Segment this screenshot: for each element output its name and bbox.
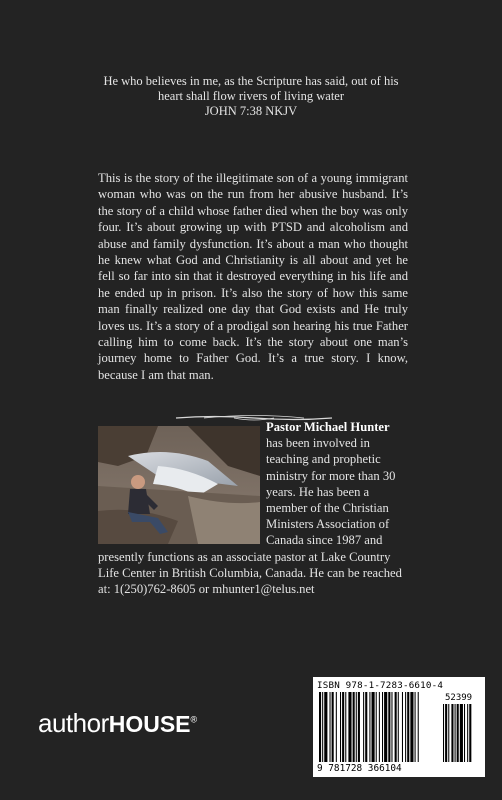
barcode-bar: [376, 692, 377, 762]
author-name: Pastor Michael Hunter: [266, 420, 390, 434]
barcode-addon-bar: [451, 704, 453, 762]
epigraph-line-1: He who believes in me, as the Scripture has said, out of his: [103, 74, 399, 88]
barcode-bar: [395, 692, 397, 762]
epigraph: [70, 74, 432, 119]
ean-digits: 9 781728 366104: [317, 763, 402, 774]
barcode-addon-bar: [445, 704, 447, 762]
barcode-bar: [322, 692, 323, 762]
barcode-bar: [372, 692, 375, 762]
barcode-bar: [369, 692, 370, 762]
barcode-bar: [379, 692, 380, 762]
barcode-bar: [324, 692, 327, 762]
barcode-bar: [319, 692, 321, 762]
publisher-logo-part1: author: [38, 708, 109, 738]
barcode-bar: [356, 692, 357, 762]
barcode-bar: [388, 692, 390, 762]
isbn-barcode: [313, 677, 485, 777]
barcode-bar: [340, 692, 341, 762]
barcode-addon-bar: [457, 704, 459, 762]
barcode-bar: [405, 692, 406, 762]
barcode-bar: [382, 692, 383, 762]
author-bio: [98, 419, 408, 597]
author-bio-text: has been involved in teaching and prophetic ministry for more than 30 years. He has been a member of the Christian Ministers Association of Canada since 1987 and presently functions as an associate pastor at Lake Country Life Center in British Columbia, Canada. He can be reached at: 1(250)762-8605 or mhunter1@telus.net: [98, 436, 402, 597]
epigraph-citation: JOHN 7:38 NKJV: [204, 104, 298, 118]
barcode-bar: [384, 692, 387, 762]
barcode-addon-bar: [464, 704, 465, 762]
barcode-bar: [391, 692, 392, 762]
photo-spacer: [98, 419, 266, 543]
barcode-bar: [398, 692, 399, 762]
barcode-bar: [353, 692, 355, 762]
barcode-bar: [345, 692, 346, 762]
isbn-text: ISBN 978-1-7283-6610-4: [317, 680, 444, 691]
barcode-bar: [348, 692, 351, 762]
epigraph-line-2: heart shall flow rivers of living water: [157, 89, 345, 103]
barcode-bar: [330, 692, 331, 762]
book-blurb: This is the story of the illegitimate son of a young immigrant woman who was on the run from her abusive husband. It’s the story of a child whose father died when the boy was only four. It’s about growing up with PTSD and alcoholism and abuse and family dysfunction. It’s about a man who thought he knew what God and Christianity is all about and yet he fell so far into sin that it destroyed everything in his life and he ended up in prison. It’s also the story of how this same man finally realized one day that God exists and He truly loves us. It’s a story of a prodigal son hearing his true Father calling him to come back. It’s the story about one man’s journey home to Father God. It’s a true story. I know, because I am that man.: [98, 171, 408, 382]
barcode-bars: [319, 692, 479, 764]
barcode-bar: [363, 692, 364, 762]
publisher-logo: [38, 708, 197, 739]
barcode-bar: [418, 692, 419, 762]
barcode-bar: [410, 692, 413, 762]
barcode-addon-bar: [460, 704, 463, 762]
barcode-bar: [415, 692, 416, 762]
barcode-addon-bar: [448, 704, 449, 762]
barcode-addon-bar: [443, 704, 444, 762]
barcode-bar: [407, 692, 409, 762]
registered-mark: ®: [190, 714, 197, 725]
publisher-logo-part2: HOUSE: [108, 711, 191, 737]
price-code: 52399: [445, 693, 473, 703]
barcode-addon-bar: [469, 704, 471, 762]
barcode-bar: [342, 692, 344, 762]
barcode-bar: [332, 692, 334, 762]
barcode-bar: [336, 692, 337, 762]
barcode-addon-bar: [467, 704, 468, 762]
barcode-bar: [365, 692, 367, 762]
barcode-addon-bar: [455, 704, 456, 762]
barcode-bar: [402, 692, 403, 762]
barcode-bar: [358, 692, 360, 762]
